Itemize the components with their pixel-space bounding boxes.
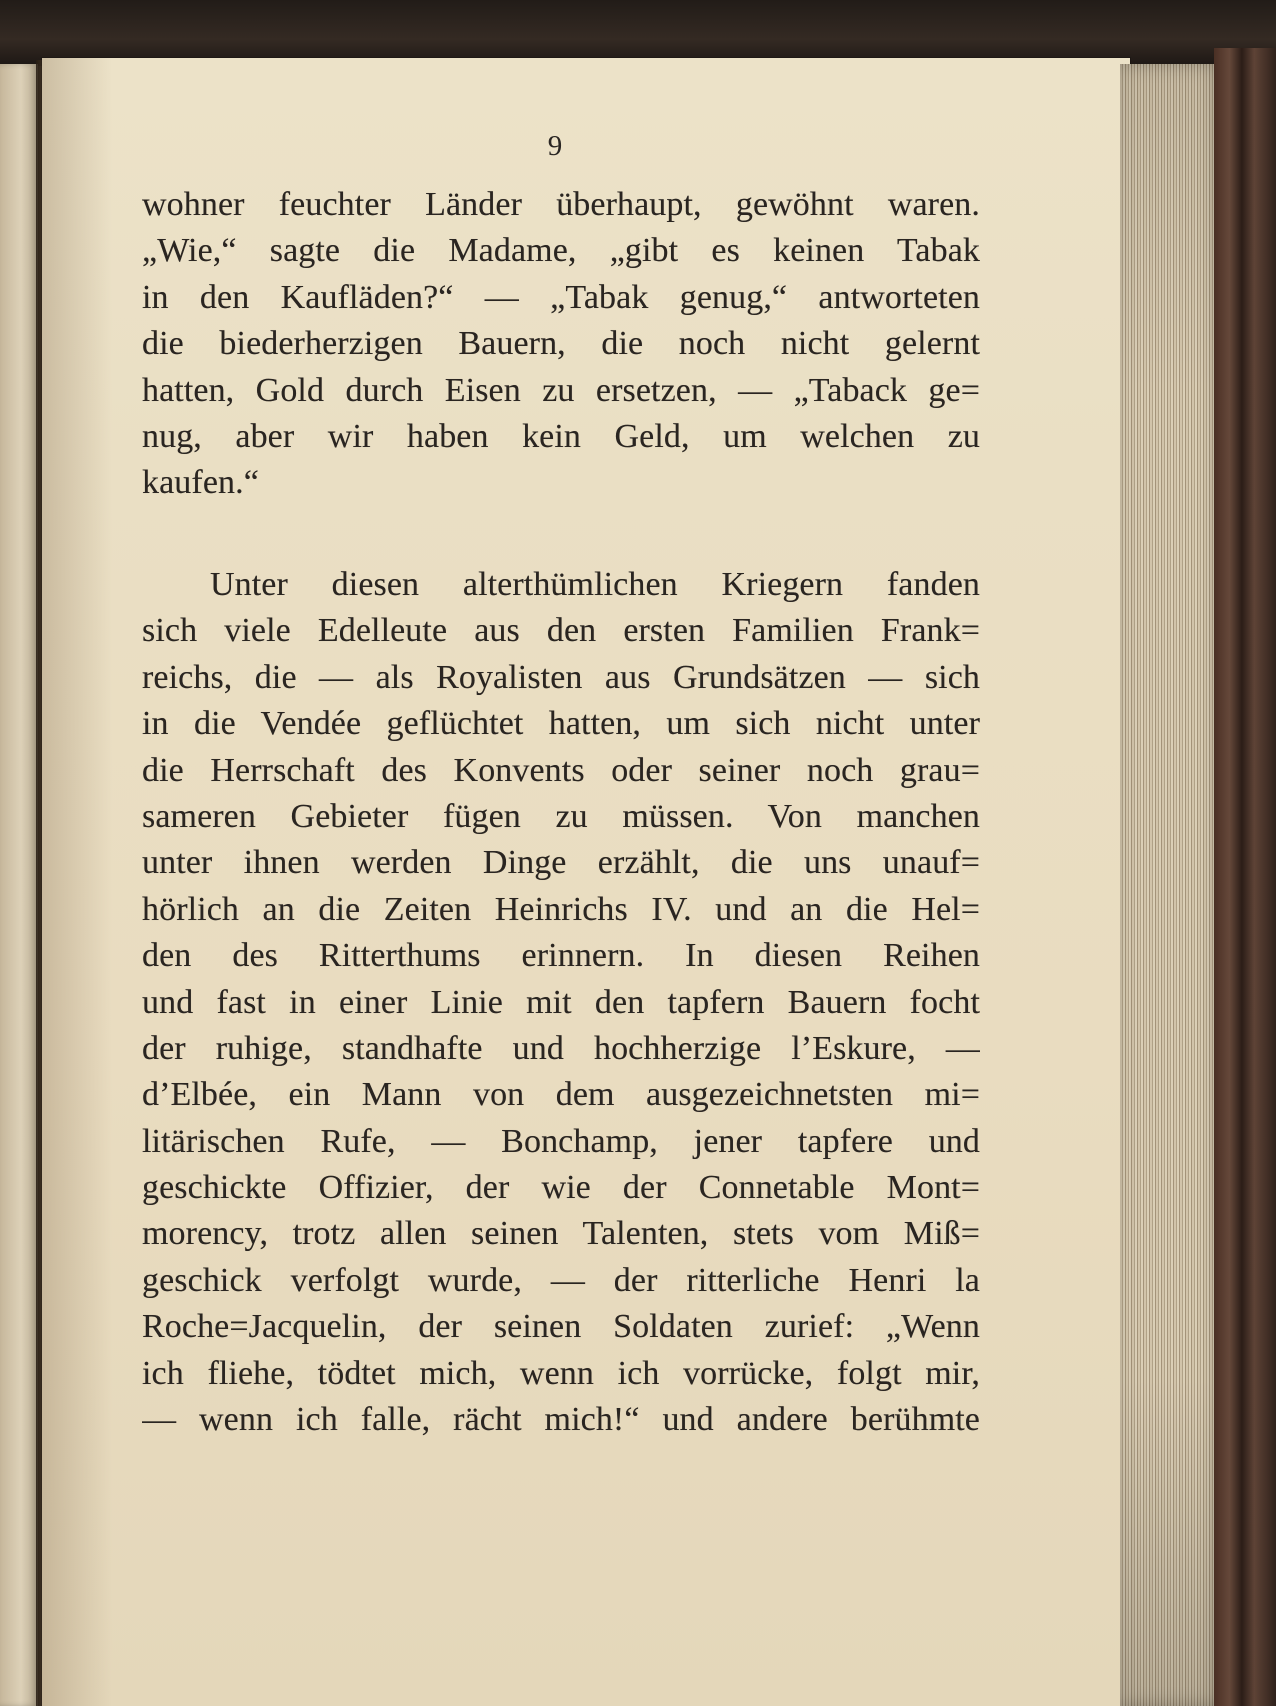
page-text-block	[142, 182, 980, 1472]
paragraph-2-line-7: unter ihnen werden Dinge erzählt, die uns unauf=	[142, 844, 980, 882]
paragraph-2-line-1: Unter diesen alterthümlichen Kriegern fanden	[210, 566, 980, 603]
paragraph-1-line-3: in den Kaufläden?“ — „Tabak genug,“ antworteten	[142, 278, 980, 316]
paragraph-2-line-8: hörlich an die Zeiten Heinrichs IV. und an die Hel=	[142, 890, 980, 928]
paragraph-1-line-5: hatten, Gold durch Eisen zu ersetzen, — „Taback ge=	[142, 371, 980, 409]
paragraph-2-line-13: litärischen Rufe, — Bonchamp, jener tapfere und	[142, 1122, 980, 1160]
left-page-edge	[0, 64, 38, 1706]
paragraph-2-line-11: der ruhige, standhafte und hochherzige l’Eskure, —	[142, 1029, 980, 1067]
page-stack-edge	[1120, 64, 1216, 1706]
paragraph-1-line-4: die biederherzigen Bauern, die noch nicht gelernt	[142, 325, 980, 363]
book-cover-edge	[1214, 48, 1276, 1706]
paragraph-2-line-6: sameren Gebieter fügen zu müssen. Von manchen	[142, 797, 980, 835]
paragraph-2-line-16: geschick verfolgt wurde, — der ritterliche Henri la	[142, 1261, 980, 1299]
paragraph-2-line-12: d’Elbée, ein Mann von dem ausgezeichnetsten mi=	[142, 1076, 980, 1114]
paragraph-2-line-10: und fast in einer Linie mit den tapfern Bauern focht	[142, 983, 980, 1021]
paragraph-2-line-5: die Herrschaft des Konvents oder seiner noch grau=	[142, 751, 980, 789]
top-book-board	[0, 0, 1276, 66]
paragraph-2-line-18: ich fliehe, tödtet mich, wenn ich vorrücke, folgt mir,	[142, 1354, 980, 1392]
paragraph-2-line-9: den des Ritterthums erinnern. In diesen Reihen	[142, 937, 980, 975]
paragraph-2-line-4: in die Vendée geflüchtet hatten, um sich nicht unter	[142, 705, 980, 743]
page-number: 9	[547, 130, 563, 162]
paragraph-1-line-2: „Wie,“ sagte die Madame, „gibt es keinen Tabak	[142, 232, 980, 270]
paragraph-2-line-15: morency, trotz allen seinen Talenten, stets vom Miß=	[142, 1215, 980, 1253]
paragraph-1	[142, 182, 980, 507]
paragraph-2-line-2: sich viele Edelleute aus den ersten Familien Frank=	[142, 612, 980, 650]
paragraph-2-line-17: Roche=Jacquelin, der seinen Soldaten zurief: „Wenn	[142, 1308, 980, 1346]
paragraph-2-line-19: — wenn ich falle, rächt mich!“ und andere berühmte	[142, 1401, 980, 1439]
paragraph-2-line-14: geschickte Offizier, der wie der Connetable Mont=	[142, 1169, 980, 1207]
paragraph-1-line-7: kaufen.“	[142, 464, 259, 502]
paragraph-1-line-6: nug, aber wir haben kein Geld, um welchen zu	[142, 417, 980, 455]
paragraph-2-line-3: reichs, die — als Royalisten aus Grundsätzen — sich	[142, 658, 980, 696]
paragraph-2	[142, 562, 980, 1443]
paragraph-1-line-1: wohner feuchter Länder überhaupt, gewöhnt waren.	[142, 186, 980, 223]
